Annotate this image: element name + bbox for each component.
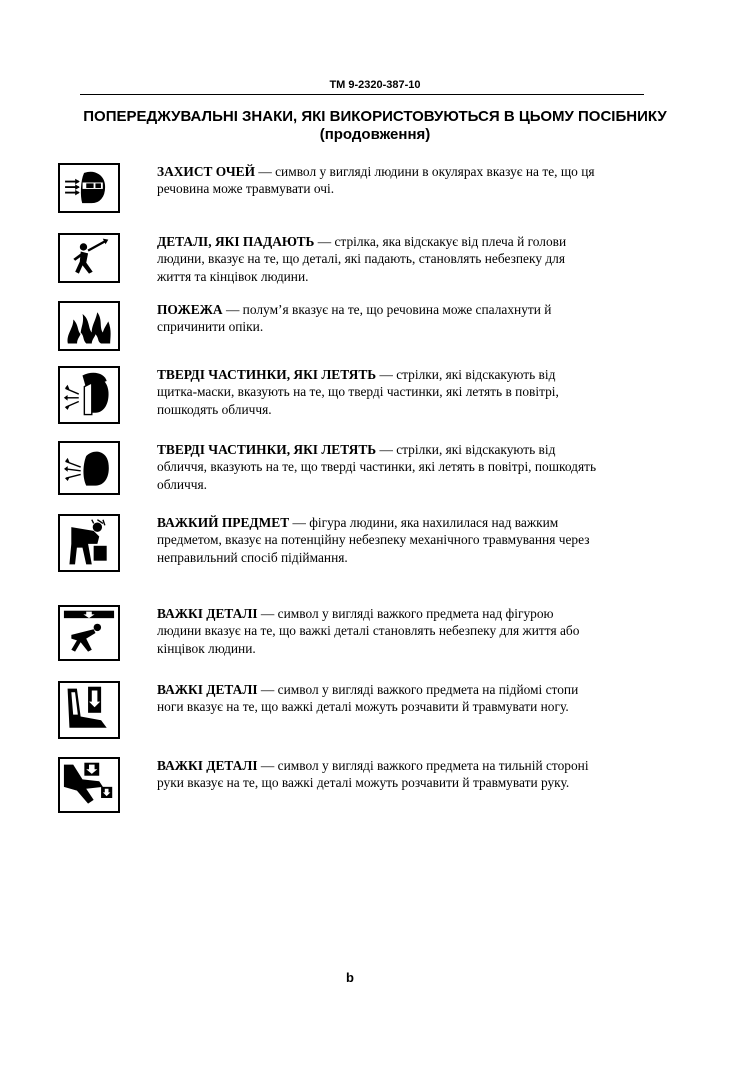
header-rule bbox=[80, 94, 644, 95]
page-title-suffix: (продовження) bbox=[319, 126, 431, 143]
warning-term: ПОЖЕЖА bbox=[157, 302, 223, 317]
heavy-parts-foot-icon bbox=[58, 681, 120, 739]
heavy-object-lifting-icon bbox=[58, 514, 120, 572]
warning-description: — стрілки, які відскакують від щитка-маски, вказують на те, що тверді частинки, які летять в повітрі, пошкодять обличчя. bbox=[157, 367, 559, 417]
warning-text bbox=[157, 301, 597, 336]
warning-term: ТВЕРДІ ЧАСТИНКИ, ЯКІ ЛЕТЯТЬ bbox=[157, 367, 377, 382]
warning-text bbox=[157, 163, 597, 198]
warning-description: — стрілка, яка відскакує від плеча й голови людини, вказує на те, що деталі, які падають, становлять небезпеку для життя та кінцівок людини. bbox=[157, 234, 567, 284]
warning-description: — символ у вигляді людини в окулярах вказує на те, що ця речовина може травмувати очі. bbox=[157, 164, 595, 197]
warning-text bbox=[157, 441, 597, 493]
warning-description: — символ у вигляді важкого предмета на тильній стороні руки вказує на те, що важкі деталі можуть розчавити й травмувати руку. bbox=[157, 758, 589, 791]
warning-term: ВАЖКІ ДЕТАЛІ bbox=[157, 682, 258, 697]
page-title bbox=[70, 108, 680, 144]
warning-description: — символ у вигляді важкого предмета на підйомі стопи ноги вказує на те, що важкі деталі можуть розчавити й травмувати ногу. bbox=[157, 682, 579, 715]
falling-parts-icon bbox=[58, 233, 120, 283]
warning-description: — фігура людини, яка нахилилася над важким предметом, вказує на потенційну небезпеку механічного травмування через неправильний спосіб підіймання. bbox=[157, 515, 590, 565]
warning-term: ЗАХИСТ ОЧЕЙ bbox=[157, 164, 256, 179]
eye-protection-icon bbox=[58, 163, 120, 213]
flying-particles-face-shield-icon bbox=[58, 366, 120, 424]
heavy-parts-hand-icon bbox=[58, 757, 120, 813]
warning-text bbox=[157, 233, 597, 285]
warning-term: ДЕТАЛІ, ЯКІ ПАДАЮТЬ bbox=[157, 234, 315, 249]
warning-description: — стрілки, які відскакують від обличчя, вказують на те, що тверді частинки, які летять в повітрі, пошкодять обличчя. bbox=[157, 442, 597, 492]
warning-text bbox=[157, 366, 597, 418]
document-number: TM 9-2320-387-10 bbox=[329, 79, 421, 91]
warning-text bbox=[157, 605, 597, 657]
warning-text bbox=[157, 757, 597, 792]
fire-icon bbox=[58, 301, 120, 351]
warning-term: ТВЕРДІ ЧАСТИНКИ, ЯКІ ЛЕТЯТЬ bbox=[157, 442, 377, 457]
flying-particles-face-icon bbox=[58, 441, 120, 495]
warning-description: — полум’я вказує на те, що речовина може спалахнути й спричинити опіки. bbox=[157, 302, 552, 335]
heavy-parts-body-icon bbox=[58, 605, 120, 661]
warning-term: ВАЖКИЙ ПРЕДМЕТ bbox=[157, 515, 290, 530]
page-letter: b bbox=[346, 970, 354, 985]
warning-term: ВАЖКІ ДЕТАЛІ bbox=[157, 758, 258, 773]
warning-text bbox=[157, 681, 597, 716]
warning-text bbox=[157, 514, 597, 566]
warning-term: ВАЖКІ ДЕТАЛІ bbox=[157, 606, 258, 621]
warning-description: — символ у вигляді важкого предмета над фігурою людини вказує на те, що важкі деталі становлять небезпеку для життя або кінцівок людини. bbox=[157, 606, 580, 656]
page-title-main: ПОПЕРЕДЖУВАЛЬНІ ЗНАКИ, ЯКІ ВИКОРИСТОВУЮТЬСЯ В ЦЬОМУ ПОСІБНИКУ bbox=[83, 108, 667, 125]
